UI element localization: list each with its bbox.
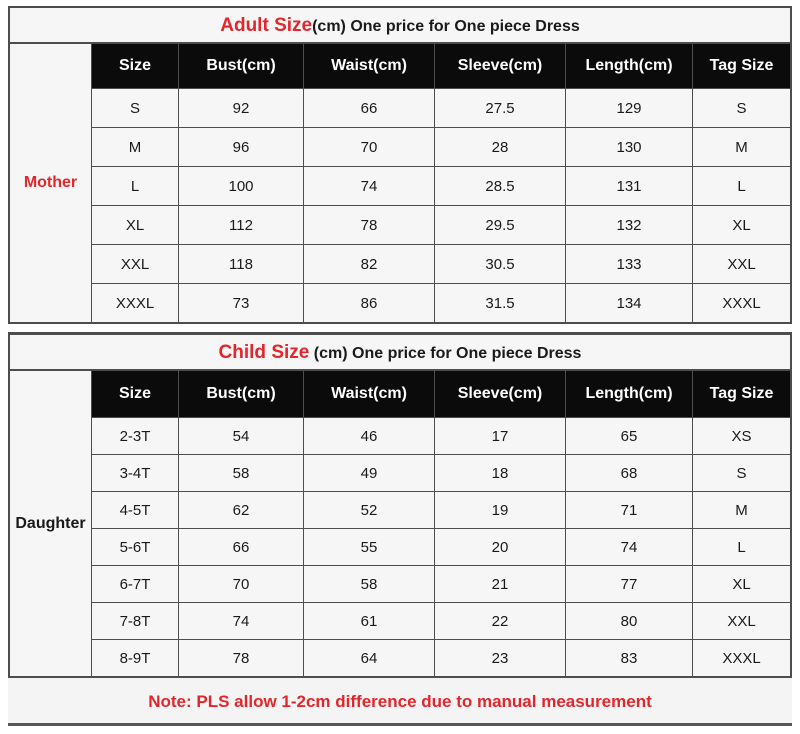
size-label-cell: L [92,167,178,205]
measurement-cell: 28.5 [435,167,565,205]
measurement-cell: 71 [566,492,692,528]
measurement-cell: 83 [566,640,692,676]
column-header: Waist(cm) [304,44,434,88]
measurement-cell: XXXL [693,640,790,676]
measurement-cell: 129 [566,89,692,127]
size-label-cell: 2-3T [92,418,178,454]
measurement-cell: 70 [304,128,434,166]
child-title-highlight: Child Size [218,342,310,363]
measurement-cell: 58 [179,455,303,491]
measurement-cell: 61 [304,603,434,639]
measurement-cell: 86 [304,284,434,322]
measurement-cell: 17 [435,418,565,454]
size-label-cell: 5-6T [92,529,178,565]
measurement-cell: 31.5 [435,284,565,322]
measurement-cell: 27.5 [435,89,565,127]
measurement-cell: S [693,89,790,127]
column-header: Size [92,44,178,88]
measurement-cell: 82 [304,245,434,283]
child-title-rest: (cm) One price for One piece Dress [309,345,582,362]
adult-size-section [8,6,792,324]
measurement-cell: 96 [179,128,303,166]
measurement-cell: 54 [179,418,303,454]
measurement-cell: XXL [693,603,790,639]
adult-size-table [10,44,790,322]
measurement-cell: 66 [304,89,434,127]
measurement-cell: 65 [566,418,692,454]
measurement-cell: 52 [304,492,434,528]
column-header: Bust(cm) [179,44,303,88]
measurement-note: Note: PLS allow 1-2cm difference due to manual measurement [8,678,792,726]
measurement-cell: L [693,167,790,205]
size-label-cell: 3-4T [92,455,178,491]
size-label-cell: 4-5T [92,492,178,528]
measurement-cell: 131 [566,167,692,205]
column-header: Tag Size [693,371,790,417]
measurement-cell: 46 [304,418,434,454]
measurement-cell: 55 [304,529,434,565]
column-header: Waist(cm) [304,371,434,417]
measurement-cell: 132 [566,206,692,244]
child-size-table [10,371,790,676]
measurement-cell: 64 [304,640,434,676]
measurement-cell: M [693,492,790,528]
measurement-cell: M [693,128,790,166]
size-label-cell: 7-8T [92,603,178,639]
size-label-cell: S [92,89,178,127]
measurement-cell: 22 [435,603,565,639]
measurement-cell: 73 [179,284,303,322]
measurement-cell: 134 [566,284,692,322]
measurement-cell: 19 [435,492,565,528]
measurement-cell: 74 [179,603,303,639]
measurement-cell: 112 [179,206,303,244]
measurement-cell: 78 [179,640,303,676]
child-section-title [10,335,790,371]
column-header: Bust(cm) [179,371,303,417]
measurement-cell: 100 [179,167,303,205]
adult-size-grid [92,44,790,322]
measurement-cell: XL [693,566,790,602]
measurement-cell: XXXL [693,284,790,322]
measurement-cell: 18 [435,455,565,491]
measurement-cell: 68 [566,455,692,491]
column-header: Sleeve(cm) [435,371,565,417]
measurement-cell: 78 [304,206,434,244]
adult-title-rest: (cm) One price for One piece Dress [312,18,580,35]
column-header: Size [92,371,178,417]
row-group-label-mother: Mother [10,44,92,322]
size-label-cell: M [92,128,178,166]
measurement-cell: 74 [566,529,692,565]
measurement-cell: 28 [435,128,565,166]
measurement-cell: XS [693,418,790,454]
size-label-cell: XXL [92,245,178,283]
measurement-cell: 21 [435,566,565,602]
measurement-cell: S [693,455,790,491]
column-header: Tag Size [693,44,790,88]
size-label-cell: XXXL [92,284,178,322]
column-header: Sleeve(cm) [435,44,565,88]
measurement-cell: 58 [304,566,434,602]
measurement-cell: 20 [435,529,565,565]
size-label-cell: 6-7T [92,566,178,602]
row-group-label-daughter: Daughter [10,371,92,676]
measurement-cell: 30.5 [435,245,565,283]
measurement-cell: XL [693,206,790,244]
measurement-cell: 118 [179,245,303,283]
column-header: Length(cm) [566,371,692,417]
measurement-cell: 77 [566,566,692,602]
measurement-cell: 92 [179,89,303,127]
measurement-cell: 29.5 [435,206,565,244]
size-label-cell: XL [92,206,178,244]
measurement-cell: 133 [566,245,692,283]
adult-section-title [10,8,790,44]
adult-title-highlight: Adult Size [220,15,313,36]
measurement-cell: XXL [693,245,790,283]
measurement-cell: 130 [566,128,692,166]
child-size-grid [92,371,790,676]
measurement-cell: L [693,529,790,565]
child-size-section [8,332,792,678]
measurement-cell: 70 [179,566,303,602]
column-header: Length(cm) [566,44,692,88]
size-label-cell: 8-9T [92,640,178,676]
measurement-cell: 66 [179,529,303,565]
measurement-cell: 80 [566,603,692,639]
measurement-cell: 62 [179,492,303,528]
measurement-cell: 74 [304,167,434,205]
measurement-cell: 49 [304,455,434,491]
measurement-cell: 23 [435,640,565,676]
